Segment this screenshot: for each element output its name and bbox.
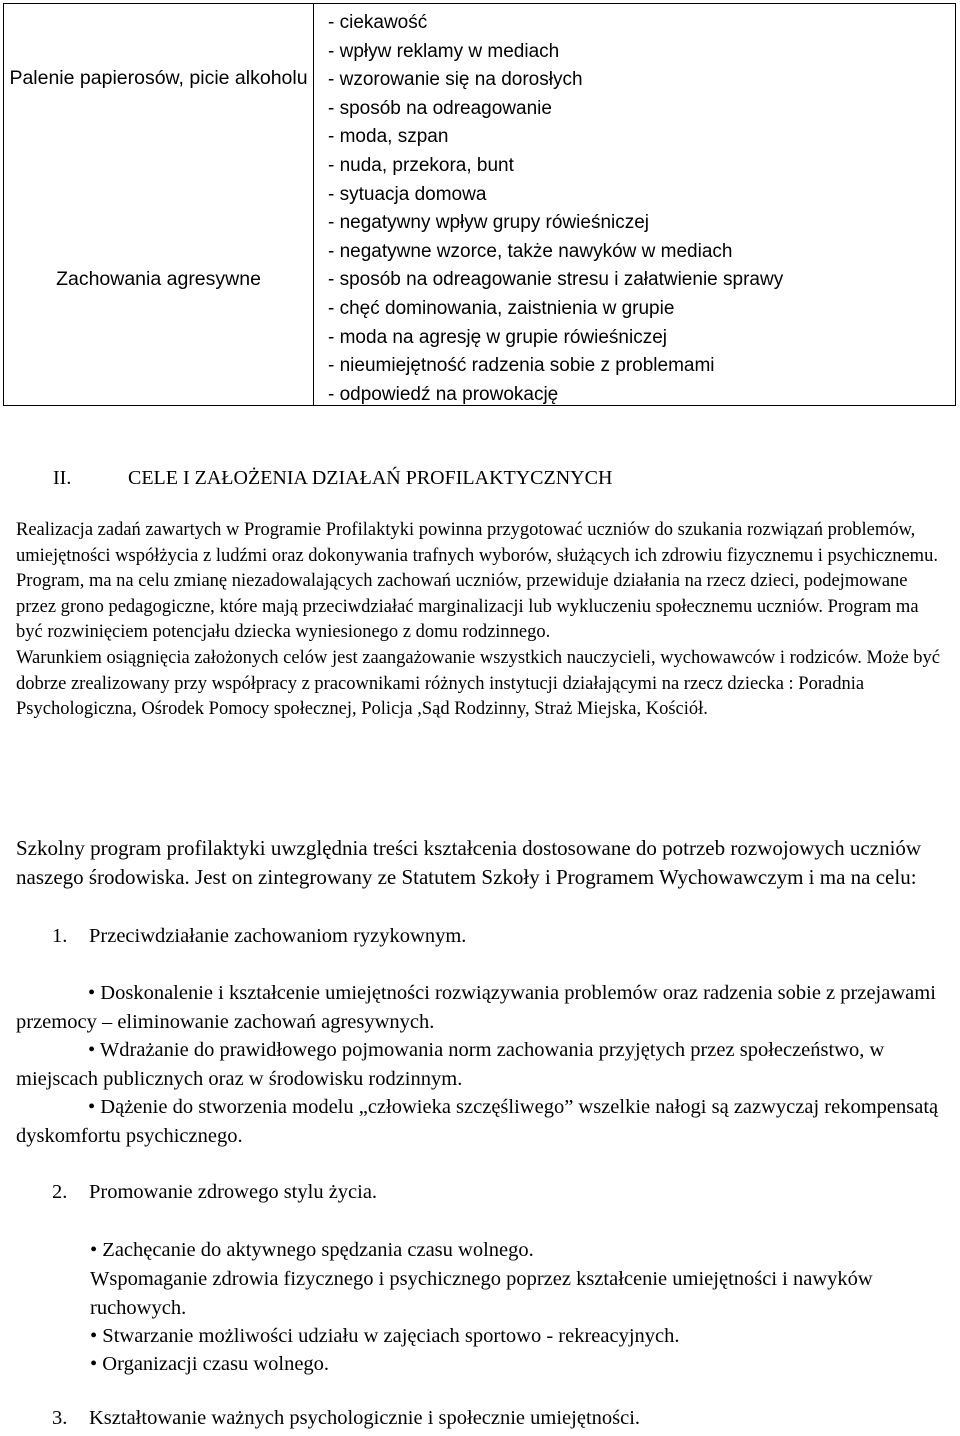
section-number: II. (53, 467, 72, 489)
goal-bullet: • Wdrażanie do prawidłowego pojmowania norm zachowania przyjętych przez społeczeństwo, w miejscach publicznych oraz w środowisku rodzinnym. (16, 1039, 885, 1090)
table-column-divider (313, 4, 314, 405)
goal-title: Promowanie zdrowego stylu życia. (89, 1181, 378, 1203)
table-cell-cause: - chęć dominowania, zaistnienia w grupie (328, 297, 675, 319)
table-category-aggressive-behaviour: Zachowania agresywne (56, 268, 261, 290)
goal-bullet: • Zachęcanie do aktywnego spędzania czasu wolnego. (90, 1239, 534, 1261)
goal-item (52, 1178, 377, 1207)
section-heading (53, 464, 612, 492)
goal-bullet: • Dążenie do stworzenia modelu „człowieka szczęśliwego” wszelkie nałogi są zazwyczaj rekompensatą dyskomfortu psychicznego. (16, 1096, 939, 1147)
intro-paragraph: Realizacja zadań zawartych w Programie Profilaktyki powinna przygotować uczniów do szukania rozwiązań problemów, umiejętności współżycia z ludźmi oraz dokonywania trafnych wyborów, służących ich zdrowiu fizycznemu i psychicznemu. Program, ma na celu zmianę niezadowalających zachowań uczniów, przewiduje działania na rzecz dzieci, podejmowane przez grono pedagogiczne, które mają przeciwdziałać marginalizacji lub wykluczeniu społecznemu uczniów. Program ma być rozwinięciem potencjału dziecka wyniesionego z domu rodzinnego. (16, 520, 938, 643)
table-cell-cause: - sposób na odreagowanie (328, 97, 552, 119)
table-cell-cause: - wzorowanie się na dorosłych (328, 69, 583, 91)
table-cell-cause: - ciekawość (328, 12, 428, 33)
table-cell-cause: - moda na agresję w grupie rówieśniczej (328, 326, 667, 348)
causes-list (328, 9, 783, 409)
goal-title: Przeciwdziałanie zachowaniom ryzykownym. (89, 925, 467, 947)
goal-title: Kształtowanie ważnych psychologicznie i społecznie umiejętności. (89, 1407, 641, 1429)
intro-paragraphs (16, 518, 946, 723)
section-title: CELE I ZAŁOŻENIA DZIAŁAŃ PROFILAKTYCZNYCH (128, 467, 613, 489)
goal-bullet: • Stwarzanie możliwości udziału w zajęciach sportowo - rekreacyjnych. (90, 1325, 680, 1347)
table-cell-cause: - nieumiejętność radzenia sobie z problemami (328, 355, 715, 377)
table-cell-cause: - moda, szpan (328, 126, 449, 148)
table-category-smoking-drinking: Palenie papierosów, picie alkoholu (9, 67, 308, 89)
table-cell-cause: - wpływ reklamy w mediach (328, 40, 560, 62)
goal-bullet: • Organizacji czasu wolnego. (90, 1353, 330, 1375)
table-cell-cause: - odpowiedź na prowokację (328, 383, 559, 405)
table-cell-cause: - negatywne wzorce, także nawyków w mediach (328, 240, 733, 262)
intro-paragraph: Warunkiem osiągnięcia założonych celów jest zaangażowanie wszystkich nauczycieli, wychowawców i rodziców. Może być dobrze zrealizowany przy współpracy z pracownikami różnych instytucji działającymi na rzecz dziecka : Poradnia Psychologiczna, Ośrodek Pomocy społecznej, Policja ,Sąd Rodzinny, Straż Miejska, Kościół. (16, 647, 940, 720)
table-cell-cause: - sposób na odreagowanie stresu i załatwienie sprawy (328, 269, 784, 291)
table-cell-cause: - negatywny wpływ grupy rówieśniczej (328, 212, 650, 234)
table-cell-cause: - sytuacja domowa (328, 183, 487, 205)
goal-bullet: Wspomaganie zdrowia fizycznego i psychicznego poprzez kształcenie umiejętności i nawyków ruchowych. (90, 1268, 873, 1319)
goal-bullet: • Doskonalenie i kształcenie umiejętności rozwiązywania problemów oraz radzenia sobie z przejawami przemocy – eliminowanie zachowań agresywnych. (16, 982, 936, 1033)
goal-number: 2. (52, 1181, 68, 1203)
goal-number: 3. (52, 1407, 68, 1429)
causes-table (3, 3, 956, 406)
program-paragraph: Szkolny program profilaktyki uwzględnia treści kształcenia dostosowane do potrzeb rozwojowych uczniów naszego środowiska. Jest on zintegrowany ze Statutem Szkoły i Programem Wychowawczym i ma na celu: (16, 836, 922, 890)
goal-item (52, 1404, 640, 1433)
table-cell-cause: - nuda, przekora, bunt (328, 154, 514, 176)
goal-item (52, 922, 466, 951)
goal-number: 1. (52, 925, 68, 947)
